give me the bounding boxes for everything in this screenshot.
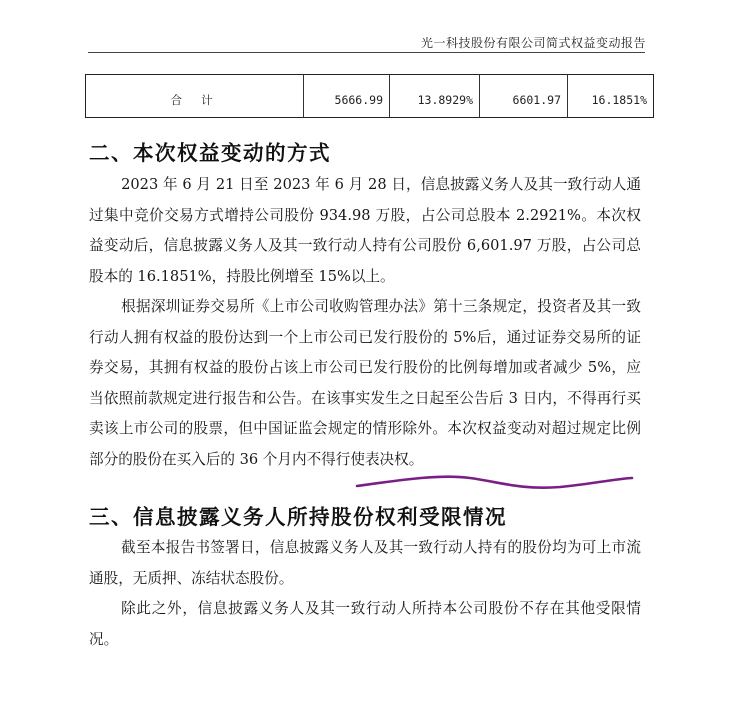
section3-paragraph-2: 除此之外，信息披露义务人及其一致行动人所持本公司股份不存在其他受限情况。 [89, 600, 641, 648]
section2-paragraph-2: 根据深圳证券交易所《上市公司收购管理办法》第十三条规定，投资者及其一致行动人拥有权益的股份达到一个上市公司已发行股份的 5%后，通过证券交易所的证券交易，其拥有权益的股份占该上市公司已发行股份的比例每增加或者减少 5%，应当依照前款规定进行报告和公告。在该事实发生之日起至公告后 3 日内，不得再行买卖该上市公司的股票，但中国证监会规定的情形除外。本次权益变动对超过规定比例部分的股份在买入后的 36 个月内不得行使表决权。 [89, 298, 641, 468]
ratio-before-cell: 13.8929% [389, 75, 479, 117]
section3-paragraph-1: 截至本报告书签署日，信息披露义务人及其一致行动人持有的股份均为可上市流通股，无质押、冻结状态股份。 [89, 539, 641, 587]
section3-heading: 三、信息披露义务人所持股份权利受限情况 [89, 505, 507, 529]
total-table [85, 74, 654, 118]
header-title: 光一科技股份有限公司简式权益变动报告 [420, 36, 646, 50]
total-label-cell: 合 计 [170, 93, 219, 107]
section2-paragraph-1: 2023 年 6 月 21 日至 2023 年 6 月 28 日，信息披露义务人及其一致行动人通过集中竞价交易方式增持公司股份 934.98 万股，占公司总股本 2.2921%。本次权益变动后，信息披露义务人及其一致行动人持有公司股份 6,601.97 万股，占公司总股本的 16.1851%，持股比例增至 15%以上。 [89, 176, 641, 285]
ratio-after-cell: 16.1851% [567, 75, 653, 117]
section2-heading: 二、本次权益变动的方式 [89, 141, 331, 165]
header-rule [88, 52, 645, 53]
shares-before-cell: 5666.99 [303, 75, 389, 117]
shares-after-cell: 6601.97 [479, 75, 567, 117]
